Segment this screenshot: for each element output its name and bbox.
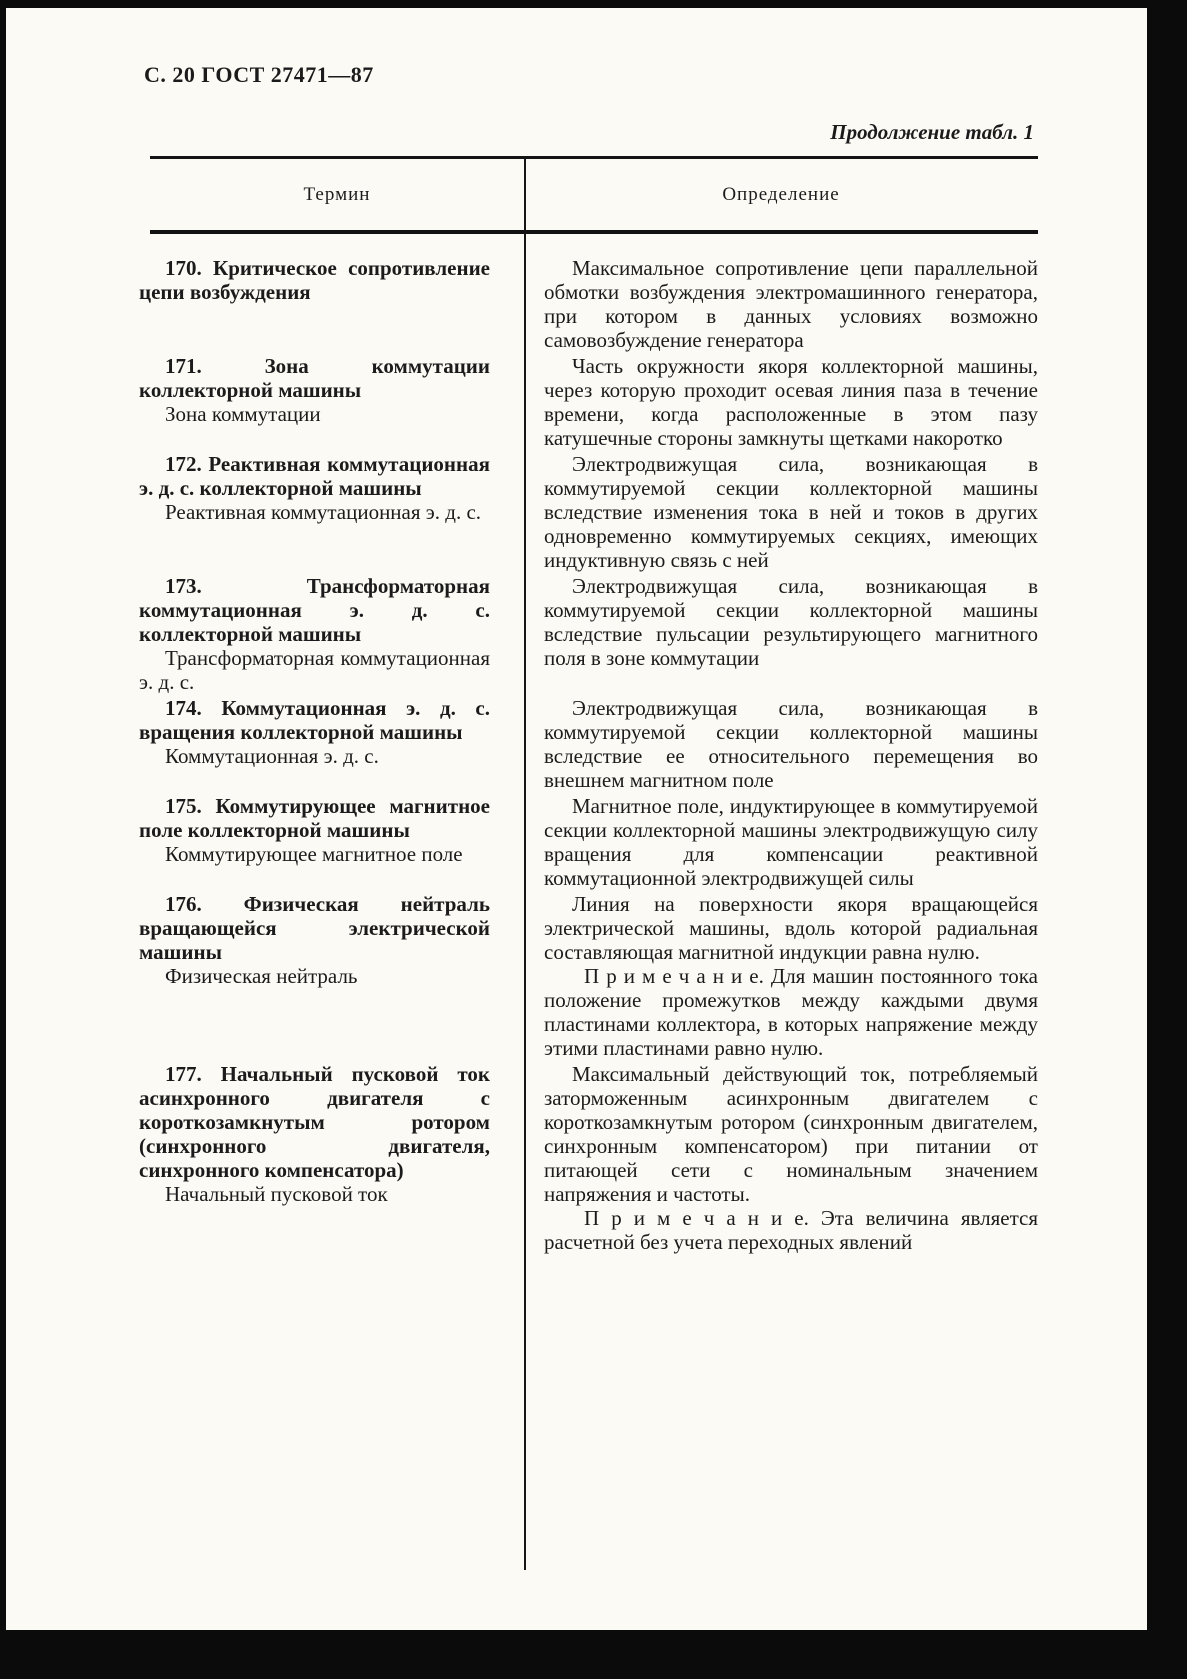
term-cell [139, 354, 524, 450]
term-text: 172. Реактивная коммутационная э. д. с. коллекторной машины [139, 452, 490, 500]
definition-cell [524, 354, 1038, 450]
term-cell [139, 696, 524, 792]
definition-paragraph: Максимальное сопротивление цепи параллельной обмотки возбуждения электромашинного генератора, при котором в данных условиях возможно самовозбуждение генератора [544, 256, 1038, 352]
term-text: 170. Критическое сопротивление цепи возбуждения [139, 256, 490, 304]
table-row [139, 452, 1038, 572]
term-synonym: Начальный пусковой ток [165, 1182, 388, 1206]
definition-paragraph: Максимальный действующий ток, потребляемый заторможенным асинхронным двигателем с короткозамкнутым ротором (синхронным двигателем, синхронным компенсатором) при питании от питающей сети с номинальным значением напряжения и частоты. [544, 1062, 1038, 1206]
column-header-term: Термин [303, 183, 371, 205]
column-header-definition: Определение [722, 183, 840, 205]
term-text: 176. Физическая нейтраль вращающейся электрической машины [139, 892, 490, 964]
page-header: С. 20 ГОСТ 27471—87 [144, 62, 374, 87]
table-row [139, 256, 1038, 352]
definition-cell [524, 696, 1038, 792]
table-row [139, 892, 1038, 1060]
definition-paragraph: Линия на поверхности якоря вращающейся электрической машины, вдоль которой радиальная составляющая магнитной индукции равна нулю. [544, 892, 1038, 964]
definition-paragraph: Электродвижущая сила, возникающая в коммутируемой секции коллекторной машины вследствие ее относительного перемещения во внешнем магнитном поле [544, 696, 1038, 792]
table-header-row [150, 159, 1038, 230]
term-cell [139, 794, 524, 890]
definition-cell [524, 452, 1038, 572]
term-synonym: Трансформаторная коммутационная э. д. с. [139, 646, 490, 694]
table-row [139, 696, 1038, 792]
term-text: 171. Зона коммутации коллекторной машины [139, 354, 490, 402]
term-text: 177. Начальный пусковой ток асинхронного двигателя с короткозамкнутым ротором (синхронного двигателя, синхронного компенсатора) [139, 1062, 490, 1182]
definition-cell [524, 794, 1038, 890]
table-row [139, 1062, 1038, 1254]
definition-paragraph: П р и м е ч а н и е. Для машин постоянного тока положение промежутков между каждыми двумя пластинами коллектора, в которых напряжение между этими пластинами равно нулю. [544, 964, 1038, 1060]
table-row [139, 354, 1038, 450]
definition-paragraph: Электродвижущая сила, возникающая в коммутируемой секции коллекторной машины вследствие пульсации результирующего магнитного поля в зоне коммутации [544, 574, 1038, 670]
term-synonym: Физическая нейтраль [165, 964, 358, 988]
table-row [139, 794, 1038, 890]
term-text: 175. Коммутирующее магнитное поле коллекторной машины [139, 794, 490, 842]
table-header-rule [150, 230, 1038, 234]
table-row [139, 574, 1038, 694]
term-synonym: Зона коммутации [165, 402, 321, 426]
table-body [139, 256, 1038, 1256]
term-cell [139, 892, 524, 1060]
term-synonym: Коммутирующее магнитное поле [165, 842, 463, 866]
definition-paragraph: Электродвижущая сила, возникающая в коммутируемой секции коллекторной машины вследствие изменения тока в ней и токов в других одновременно коммутируемых секциях, имеющих индуктивную связь с ней [544, 452, 1038, 572]
term-cell [139, 574, 524, 694]
definition-paragraph: П р и м е ч а н и е. Эта величина является расчетной без учета переходных явлений [544, 1206, 1038, 1254]
definition-cell [524, 892, 1038, 1060]
term-cell [139, 1062, 524, 1254]
term-synonym: Реактивная коммутационная э. д. с. [165, 500, 482, 524]
definition-cell [524, 574, 1038, 694]
definition-paragraph: Магнитное поле, индуктирующее в коммутируемой секции коллекторной машины электродвижущую силу вращения для компенсации реактивной коммутационной электродвижущей силы [544, 794, 1038, 890]
term-synonym: Коммутационная э. д. с. [165, 744, 379, 768]
term-text: 173. Трансформаторная коммутационная э. д. с. коллекторной машины [139, 574, 490, 646]
definition-cell [524, 256, 1038, 352]
definition-paragraph: Часть окружности якоря коллекторной машины, через которую проходит осевая линия паза в течение времени, когда расположенные в этом пазу катушечные стороны замкнуты щетками накоротко [544, 354, 1038, 450]
term-cell [139, 452, 524, 572]
term-text: 174. Коммутационная э. д. с. вращения коллекторной машины [139, 696, 490, 744]
definition-cell [524, 1062, 1038, 1254]
table-continuation-label: Продолжение табл. 1 [830, 120, 1034, 144]
page [6, 8, 1147, 1630]
term-cell [139, 256, 524, 352]
